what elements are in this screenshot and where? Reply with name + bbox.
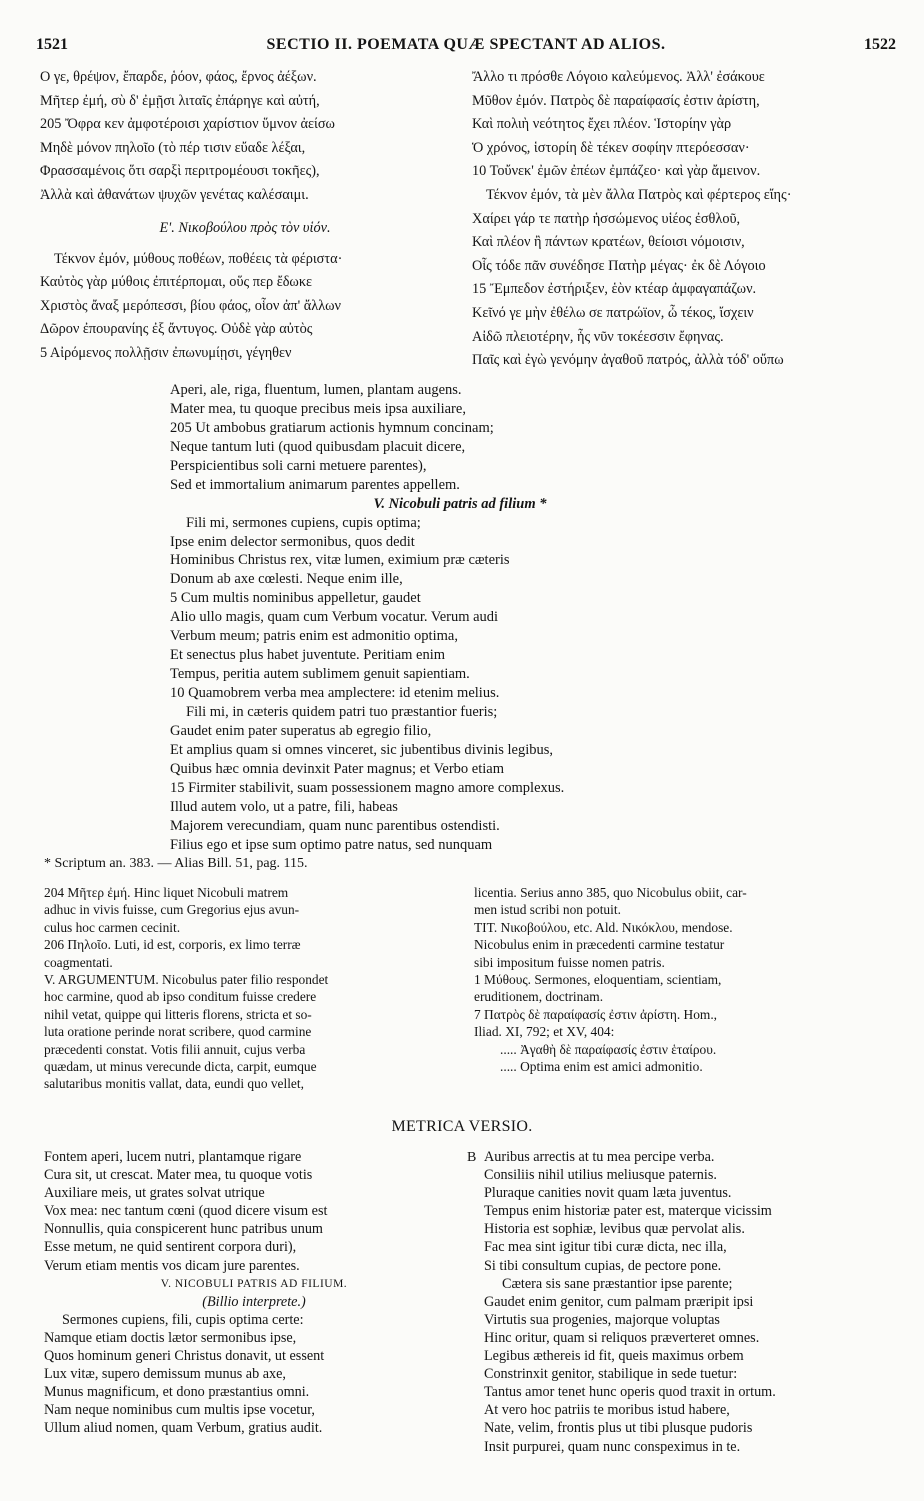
metrica-versio-title: METRICA VERSIO. (391, 1118, 533, 1135)
verse-line: 10 Quamobrem verba mea amplectere: id etenim melius. (170, 685, 500, 701)
note-line: men istud scribi non potuit. (474, 902, 621, 918)
note-line: ..... Ἀγαθὴ δὲ παραίφασίς ἐστιν ἑταίρου. (500, 1041, 717, 1057)
greek-text-left-column (40, 66, 450, 366)
note-line: 7 Πατρὸς δὲ παραίφασίς ἐστιν ἀρίστη. Hom., (474, 1006, 718, 1022)
note-line: 1 Μύθους. Sermones, eloquentiam, scientiam, (474, 971, 722, 987)
verse-line: Nonnullis, quia conspicerent hunc patribus unum (44, 1221, 323, 1238)
verse-line: Fontem aperi, lucem nutri, plantamque rigare (44, 1149, 302, 1165)
verse-line: Χαίρει γάρ τε πατὴρ ἡσσώμενος υἱέος ἐσθλοῦ, (472, 210, 741, 227)
verse-line: Nate, velim, frontis plus ut tibi plusque pudoris (484, 1420, 753, 1437)
note-line: salutaribus monitis vallat, data, eundi quo vellet, (44, 1076, 304, 1092)
verse-line: Μηδὲ μόνον πηλοῖο (τὸ πέρ τισιν εὔαδε λέξαι, (40, 139, 306, 156)
verse-line: 5 Cum multis nominibus appelletur, gaudet (170, 590, 421, 607)
verse-line: Κεῖνό γε μὴν ἐθέλω σε πατρώϊον, ὦ τέκος, ἴσχειν (472, 304, 754, 321)
verse-line: Donum ab axe cœlesti. Neque enim ille, (170, 571, 403, 588)
metrica-interpreter: (Billio interprete.) (202, 1293, 306, 1310)
verse-line: Sermones cupiens, fili, cupis optima certe: (62, 1311, 304, 1328)
verse-line: Ullum aliud nomen, quam Verbum, gratius audit. (44, 1420, 323, 1437)
verse-line: Esse metum, ne quid sentirent corpora duri), (44, 1239, 297, 1256)
metrica-right-column (484, 1148, 904, 1456)
verse-line: Cura sit, ut crescat. Mater mea, tu quoque votis (44, 1167, 313, 1184)
verse-line: Τέκνον ἐμόν, τὰ μὲν ἄλλα Πατρὸς καὶ φέρτερος εἴης· (486, 186, 792, 203)
running-title: SECTIO II. POEMATA QUÆ SPECTANT AD ALIOS. (266, 36, 666, 53)
note-line: hoc carmine, quod ab ipso conditum fuisse credere (44, 989, 317, 1005)
verse-line: Fac mea sint igitur tibi curæ dicta, nec illa, (484, 1239, 727, 1256)
verse-line: Et amplius quam si omnes vinceret, sic jubentibus divinis legibus, (170, 741, 553, 758)
verse-line: Et senectus plus habet juventute. Peritiam enim (170, 647, 446, 664)
verse-line: 205 Ut ambobus gratiarum actionis hymnum concinam; (170, 419, 494, 436)
verse-line: Auribus arrectis at tu mea percipe verba. (484, 1149, 715, 1165)
verse-line: Παῖς καὶ ἐγὼ γενόμην ἀγαθοῦ πατρός, ἀλλὰ τόδ' οὔπω (472, 352, 784, 369)
commentary-left-column (44, 884, 454, 1093)
verse-line: Hominibus Christus rex, vitæ lumen, eximium præ cæteris (170, 552, 510, 569)
verse-line: Τέκνον ἐμόν, μύθους ποθέων, ποθέεις τὰ φέριστα· (54, 250, 343, 267)
poem-heading-greek: Ε'. Νικοβούλου πρὸς τὸν υἱόν. (159, 219, 331, 236)
verse-line: Gaudet enim genitor, cum palmam præripit ipsi (484, 1293, 754, 1310)
verse-line: Insit purpurei, quam nunc conspeximus in te. (484, 1438, 741, 1455)
verse-line: Tantus amor tenet hunc operis quod traxit in ortum. (484, 1384, 776, 1401)
verse-line: Filius ego et ipse sum optimo patre natus, sed nunquam (170, 836, 493, 853)
note-line: 206 Πηλοῖο. Luti, id est, corporis, ex limo terræ (44, 937, 301, 953)
verse-line: Hinc oritur, quam si reliquos præverteret omnes. (484, 1329, 760, 1346)
verse-line: Lux vitæ, supero demissum munus ab axe, (44, 1366, 286, 1383)
latin-translation (170, 381, 750, 854)
verse-line: 15 Ἔμπεδον ἐστήριξεν, ἑὸν κτέαρ ἀμφαγαπάζων. (472, 281, 757, 298)
metrica-poem-heading: V. NICOBULI PATRIS AD FILIUM. (160, 1277, 348, 1290)
verse-line: Tempus, peritia autem sublimem genuit sapientiam. (170, 666, 470, 683)
verse-line: Quibus hæc omnia devinxit Pater magnus; et Verbo etiam (170, 760, 504, 777)
verse-line: Munus magnificum, et dono præstantius omni. (44, 1384, 310, 1401)
note-line: adhuc in vivis fuisse, cum Gregorius ejus avun- (44, 902, 300, 918)
note-line: præcedenti constat. Votis filii annuit, cujus verba (44, 1041, 306, 1057)
note-line: nihil vetat, quippe qui litteris florens, stricta et so- (44, 1006, 312, 1022)
note-line: quædam, ut minus verecunde dicta, carpit, eumque (44, 1058, 317, 1074)
verse-line: 5 Αἰρόμενος πολλῇσιν ἐπωνυμίῃσι, γέγηθεν (40, 344, 292, 361)
page-number-left: 1521 (36, 36, 68, 53)
verse-line: Perspicientibus soli carni metuere parentes), (170, 457, 427, 474)
verse-line: Fili mi, in cæteris quidem patri tuo præstantior fueris; (186, 703, 498, 720)
verse-line: Ο γε, θρέψον, ἔπαρδε, ῥόον, φάος, ἔρνος ἀέξων. (40, 69, 317, 85)
note-line: V. ARGUMENTUM. Nicobulus pater filio respondet (44, 971, 329, 987)
note-line: Nicobulus enim in præcedenti carmine testatur (474, 937, 725, 953)
verse-line: Verum etiam mentis vos dicam jure parentes. (44, 1257, 300, 1274)
verse-line: Οἷς τόδε πᾶν συνέδησε Πατὴρ μέγας· ἐκ δὲ Λόγοιο (472, 257, 766, 274)
verse-line: Ipse enim delector sermonibus, quos dedit (170, 533, 415, 550)
note-line: culus hoc carmen cecinit. (44, 919, 181, 935)
verse-line: Gaudet enim pater superatus ab egregio filio, (170, 722, 432, 739)
verse-line: Consiliis nihil utilius meliusque paternis. (484, 1167, 717, 1184)
verse-line: Καὶ πολιὴ νεότητος ἔχει πλέον. Ἱστορίην γὰρ (472, 116, 732, 133)
verse-line: Ἄλλο τι πρόσθε Λόγοιο καλεύμενος. Ἀλλ' ἐσάκουε (472, 69, 765, 85)
verse-line: Tempus enim historiæ pater est, materque vicissim (484, 1203, 772, 1220)
note-line: luta oratione perinde norat scribere, quod carmine (44, 1024, 312, 1040)
verse-line: Alio ullo magis, quam cum Verbum vocatur. Verum audi (170, 609, 499, 626)
note-line: Iliad. XI, 792; et XV, 404: (474, 1024, 615, 1040)
verse-line: Αἰδῶ πλειοτέρην, ἧς νῦν τοκέεσσιν ἔφηνας. (472, 328, 724, 345)
footnote: * Scriptum an. 383. — Alias Bill. 51, pag. 115. (44, 856, 308, 871)
poem-heading-latin: V. Nicobuli patris ad filium * (373, 495, 547, 512)
note-line: TIT. Νικοβούλου, etc. Ald. Νικόκλου, mendose. (474, 919, 733, 935)
verse-line: Historia est sophiæ, levibus quæ pervolat alis. (484, 1221, 745, 1238)
note-line: eruditionem, doctrinam. (474, 989, 604, 1005)
verse-line: Καὐτὸς γὰρ μύθοις ἐπιτέρπομαι, οὕς περ ἔδωκε (40, 274, 313, 291)
verse-line: Pluraque canities novit quam læta juventus. (484, 1185, 732, 1202)
verse-line: Auxiliare meis, ut grates solvat utrique (44, 1185, 265, 1202)
note-line: licentia. Serius anno 385, quo Nicobulus obiit, car- (474, 885, 747, 900)
verse-line: Verbum meum; patris enim est admonitio optima, (170, 628, 458, 645)
verse-line: Δῶρον ἐπουρανίης ἐξ ἄντυγος. Οὐδὲ γὰρ αὐτὸς (40, 321, 313, 338)
note-line: sibi impositum fuisse nomen patris. (474, 954, 665, 970)
verse-line: Μῆτερ ἐμή, σὺ δ' ἐμῇσι λιταῖς ἐπάρηγε καὶ αὐτή, (40, 92, 320, 109)
verse-line: Μῦθον ἐμόν. Πατρὸς δὲ παραίφασίς ἐστιν ἀρίστη, (472, 92, 760, 109)
greek-text-right-column (472, 66, 882, 373)
running-header (36, 36, 896, 58)
note-line: ..... Optima enim est amici admonitio. (500, 1058, 703, 1074)
verse-line: Virtutis sua progenies, majorque voluptas (484, 1311, 720, 1328)
verse-line: Aperi, ale, riga, fluentum, lumen, plantam augens. (170, 382, 462, 398)
verse-line: Nam neque nominibus cum multis ipse vocetur, (44, 1402, 315, 1419)
verse-line: Constrinxit genitor, stabilique in sede tuetur: (484, 1366, 738, 1383)
verse-line: Majorem verecundiam, quam nunc parentibus ostendisti. (170, 817, 500, 834)
note-line: 204 Μῆτερ ἐμή. Hinc liquet Nicobuli matrem (44, 885, 289, 900)
verse-line: 10 Τοὔνεκ' ἐμῶν ἐπέων ἐμπάζεο· καὶ γὰρ ἄμεινον. (472, 163, 761, 180)
verse-line: Vox mea: nec tantum cœni (quod dicere visum est (44, 1203, 328, 1220)
verse-line: Χριστὸς ἄναξ μερόπεσσι, βίου φάος, οἷον ἀπ' ἄλλων (40, 297, 342, 314)
verse-line: Mater mea, tu quoque precibus meis ipsa auxiliare, (170, 400, 466, 417)
verse-line: Neque tantum luti (quod quibusdam placuit dicere, (170, 438, 466, 455)
verse-line: Fili mi, sermones cupiens, cupis optima; (186, 514, 421, 531)
verse-line: Cætera sis sane præstantior ipse parente; (502, 1275, 733, 1292)
verse-line: 15 Firmiter stabilivit, suam possessionem magno amore complexus. (170, 779, 565, 796)
verse-line: Namque etiam doctis lætor sermonibus ipse, (44, 1329, 297, 1346)
verse-line: At vero hoc patriis te moribus istud habere, (484, 1402, 730, 1419)
verse-line: Φρασσαμένοις ὅτι σαρξὶ περιτρομέουσι τοκῆες), (40, 163, 320, 180)
commentary-right-column (474, 884, 884, 1075)
verse-line: Ὁ χρόνος, ἱστορίη δὲ τέκεν σοφίην πτερόεσσαν· (472, 139, 750, 156)
verse-line: Si tibi consultum cupias, de pectore pone. (484, 1257, 722, 1274)
verse-line: Illud autem volo, ut a patre, fili, habeas (170, 798, 398, 815)
verse-line: 205 Ὄφρα κεν ἀμφοτέροισι χαρίστιον ὕμνον ἀείσω (40, 116, 335, 133)
verse-line: Quos hominum generi Christus donavit, ut essent (44, 1348, 325, 1365)
page-number-right: 1522 (864, 36, 896, 53)
verse-line: Legibus æthereis id fit, queis maximus orbem (484, 1348, 744, 1365)
verse-line: Ἀλλὰ καὶ ἀθανάτων ψυχῶν γενέτας καλέσαιμι. (40, 186, 309, 203)
verse-line: Καὶ πλέον ἢ πάντων κρατέων, θείοισι νόμοισιν, (472, 234, 745, 251)
note-line: coagmentati. (44, 954, 113, 970)
metrica-left-column (44, 1148, 464, 1438)
column-marker: B (467, 1150, 477, 1165)
verse-line: Sed et immortalium animarum parentes appellem. (170, 476, 460, 493)
